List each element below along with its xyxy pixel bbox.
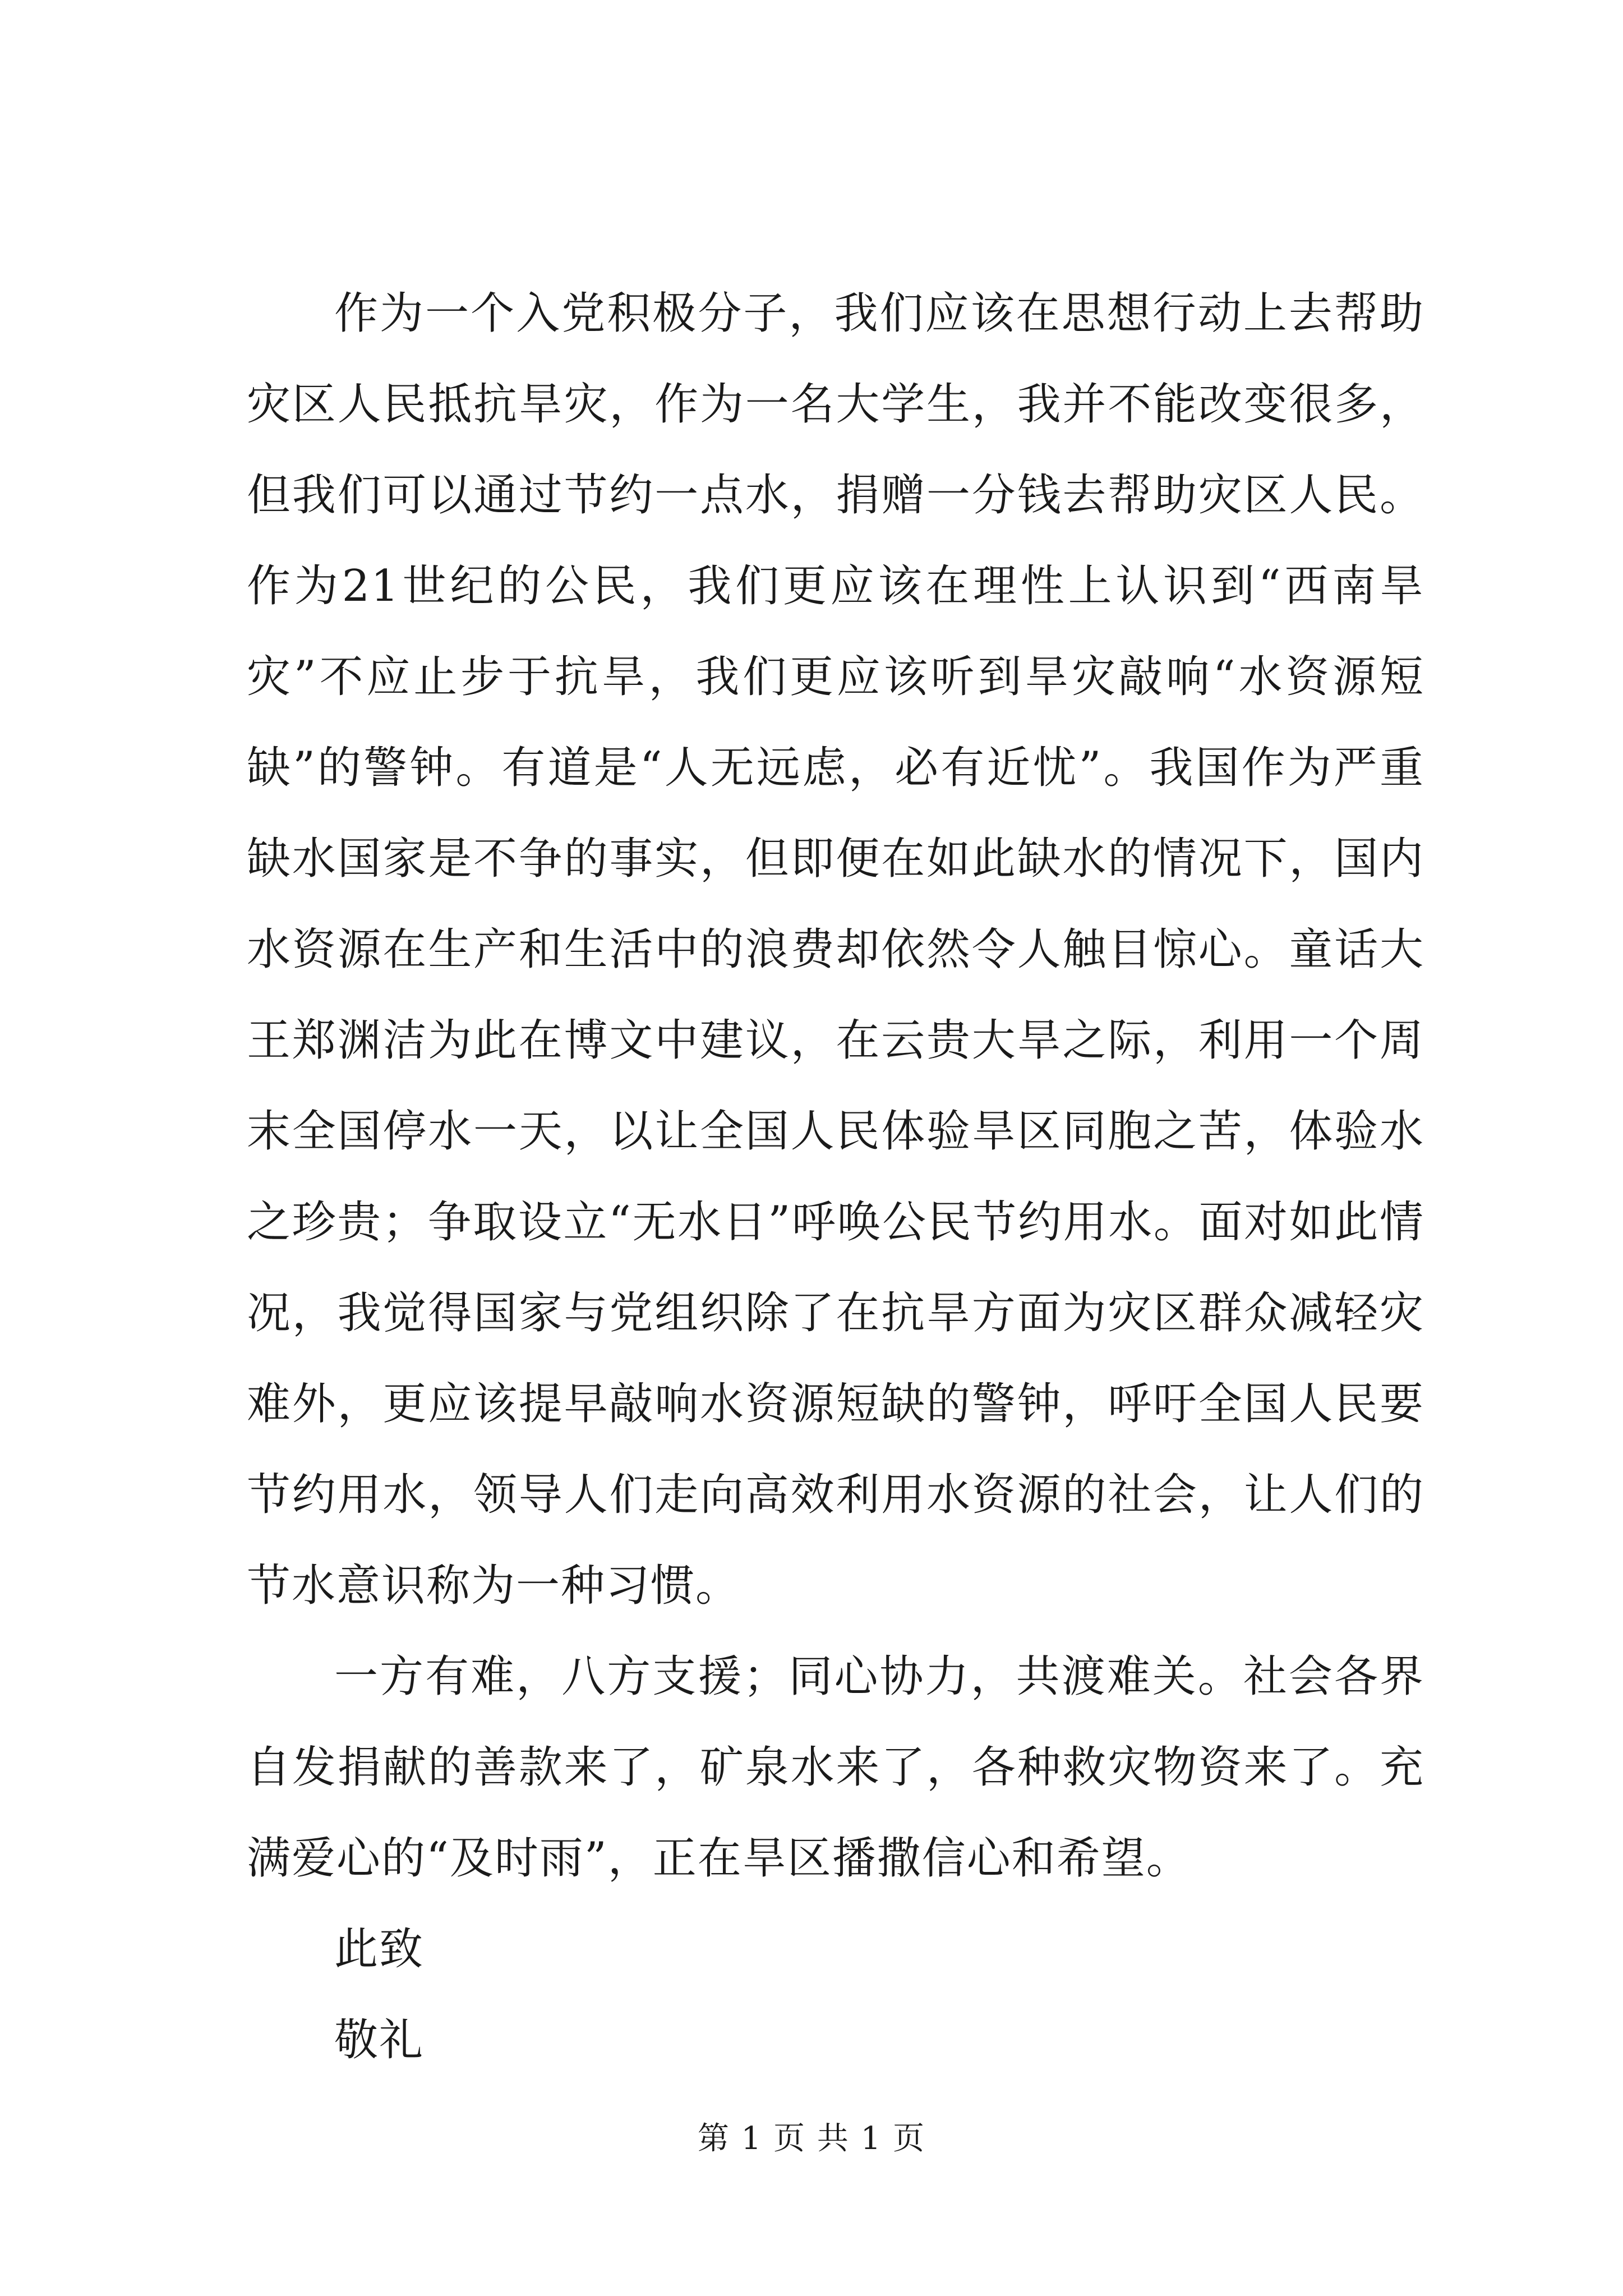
closing-salute: 敬礼	[334, 2015, 425, 2065]
paragraph-2: 一方有难，八方支援；同心协力，共渡难关。社会各界自发捐献的善款来了，矿泉水来了，各种救灾物资来了。充满爱心的“及时雨”，正在旱区播撒信心和希望。	[247, 1651, 1424, 1884]
letter-body	[247, 268, 1424, 2086]
page-footer: 第 1 页 共 1 页	[697, 2120, 926, 2157]
closing-greeting: 此致	[334, 1924, 425, 1975]
paragraph-1: 作为一个入党积极分子，我们应该在思想行动上去帮助灾区人民抵抗旱灾，作为一名大学生，我并不能改变很多，但我们可以通过节约一点水，捐赠一分钱去帮助灾区人民。作为21世纪的公民，我们更应该在理性上认识到“西南旱灾”不应止步于抗旱，我们更应该听到旱灾敲响“水资源短缺”的警钟。有道是“人无远虑，必有近忧”。我国作为严重缺水国家是不争的事实，但即便在如此缺水的情况下，国内水资源在生产和生活中的浪费却依然令人触目惊心。童话大王郑渊洁为此在博文中建议，在云贵大旱之际，利用一个周末全国停水一天，以让全国人民体验旱区同胞之苦，体验水之珍贵；争取设立“无水日”呼唤公民节约用水。面对如此情况，我觉得国家与党组织除了在抗旱方面为灾区群众减轻灾难外，更应该提早敲响水资源短缺的警钟，呼吁全国人民要节约用水，领导人们走向高效利用水资源的社会，让人们的节水意识称为一种习惯。	[247, 288, 1424, 1611]
